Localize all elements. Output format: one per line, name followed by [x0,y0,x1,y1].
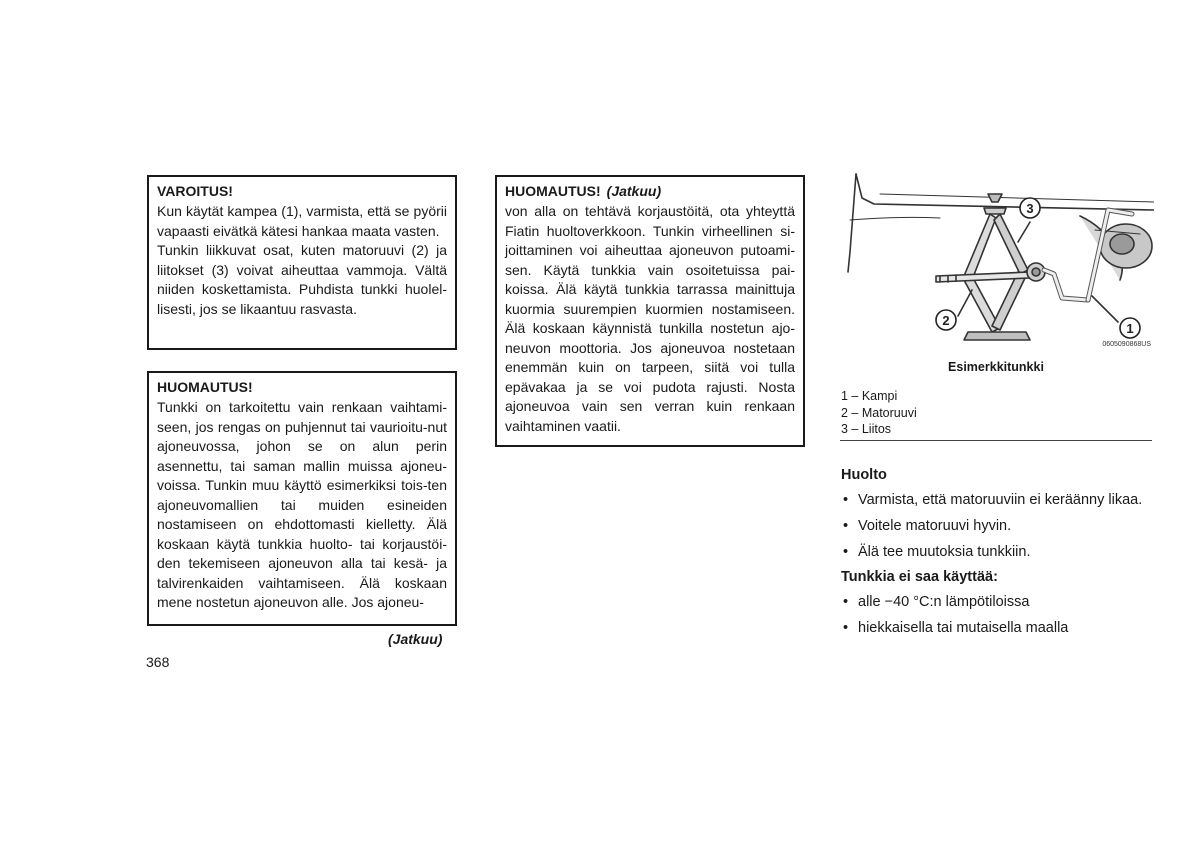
warning-paragraph-1: Kun käytät kampea (1), varmista, että se pyörii vapaasti eivätkä kätesi hankaa maata vasten. [157,203,447,239]
maintenance-heading: Huolto [841,467,887,483]
warning-paragraph-2: Tunkin liikkuvat osat, kuten matoruuvi (2) ja liitokset (3) voivat aiheuttaa vammoja. Vältä niiden koskettamista. Puhdista tunkki huolel-lisesti, jos se likaantuu rasvasta. [157,242,447,317]
figure-legend [841,388,1152,438]
restrictions-list [841,593,1161,638]
scissor-jack-illustration [840,172,1154,350]
notice-continued-box [495,175,805,447]
notice-text: Tunkki on tarkoitettu vain renkaan vaihtami-seen, jos rengas on puhjennut tai vaurioitu-nut ajoneuvossa, johon se on alun perin asennettu, tai saman mallin muissa ajoneu-voissa. Tunkin muu käyttö esimerkiksi tois-ten ajoneuvomallien tai muiden esineiden nostamiseen on ehdottomasti kielletty. Älä koskaan käytä tunkkia huolto- tai korjaustöi-den tekemiseen ajoneuvon alla tai kesä- ja talvirenkaiden vaihtamiseen. Älä koskaan mene nostetun ajoneuvon alle. Jos ajoneu- [157,399,447,610]
warning-title: VAROITUS! [157,183,233,199]
legend-item: 3 – Liitos [841,422,892,436]
notice-continued-text: von alla on tehtävä korjaustöitä, ota yhteyttä Fiatin huoltoverkkoon. Tunkin virheellinen si-joittaminen voi aiheuttaa ajoneuvon putoami-sen. Käytä tunkkia vain osoitetuissa pai-koissa. Älä käytä tunkkia tarrassa mainittuja kuormia suurempien kuormien nostamiseen. Älä koskaan käynnistä tunkilla nostetun ajo-neuvon moottoria. Jos ajoneuvoa nostetaan enemmän kuin on tarpeen, siitä voi tulla epävakaa ja se voi pudota rajusti. Nosta ajoneuvoa vain sen verran kuin renkaan vaihtaminen vaatii. [505,203,795,434]
maintenance-list [841,491,1161,562]
list-item: • hiekkaisella tai mutaisella maalla [841,619,1161,638]
legend-item: 2 – Matoruuvi [841,405,917,420]
legend-item: 1 – Kampi [841,389,898,403]
continued-label: (Jatkuu) [388,631,443,647]
figure-code: 0605090868US [1102,341,1151,348]
callout-1-label: 1 [1126,321,1134,336]
list-item: • Älä tee muutoksia tunkkiin. [841,543,1161,562]
list-item: • Voitele matoruuvi hyvin. [841,517,1161,536]
callout-3-label: 3 [1026,201,1034,216]
figure-caption: Esimerkkitunkki [948,360,1044,374]
page-number: 368 [146,654,170,670]
notice-continued-title-suffix: (Jatkuu) [606,183,662,199]
callout-3 [1020,198,1040,218]
notice-continued-title [505,182,795,201]
list-item: • alle −40 °C:n lämpötiloissa [841,593,1161,612]
callout-2-label: 2 [942,313,950,328]
callout-1 [1120,318,1140,338]
legend-divider [840,440,1152,441]
warning-box [147,175,457,350]
notice-box [147,371,457,626]
callout-2 [936,310,956,330]
restrictions-heading: Tunkkia ei saa käyttää: [841,569,998,585]
notice-title: HUOMAUTUS! [157,379,253,395]
notice-continued-title-main: HUOMAUTUS! [505,183,601,199]
list-item: • Varmista, että matoruuviin ei keräänny likaa. [841,491,1161,510]
maintenance-section [841,467,1161,645]
